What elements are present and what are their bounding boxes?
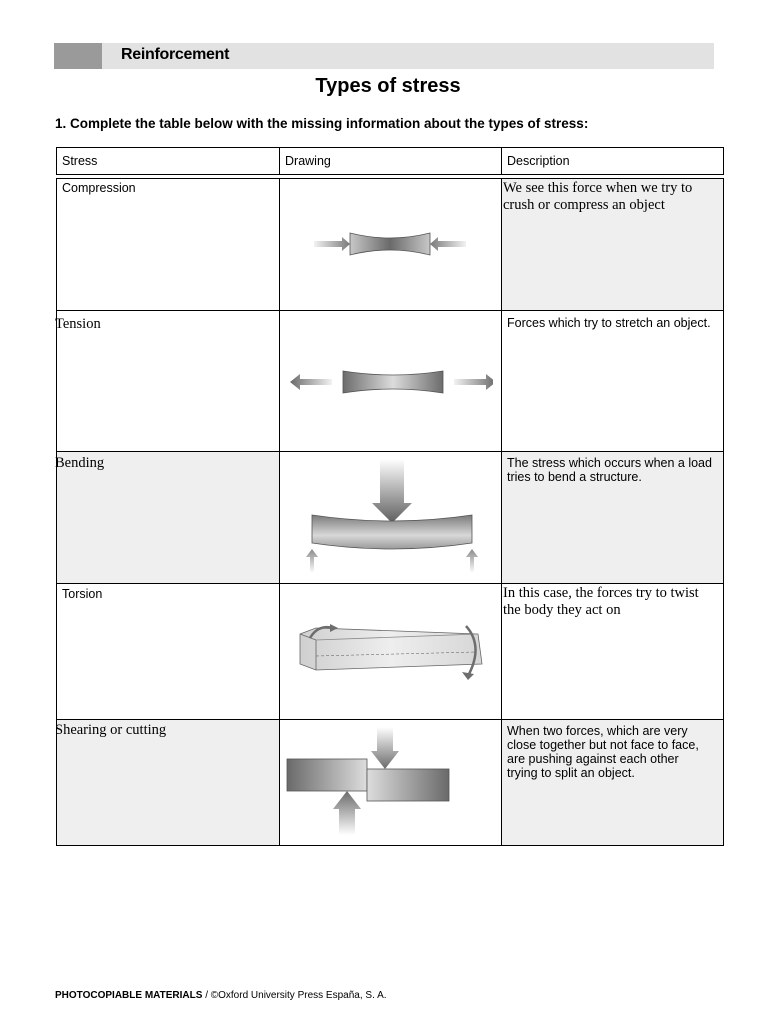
torsion-drawing: [296, 618, 488, 684]
row-tension-drawing: [279, 310, 502, 452]
banner-label: Reinforcement: [121, 46, 230, 63]
header-stress-label: Stress: [62, 154, 98, 168]
row-compression-description: [501, 178, 724, 311]
footer-copyright: / ©Oxford University Press España, S. A.: [202, 990, 387, 1001]
stress-name: Torsion: [62, 587, 103, 601]
tension-drawing: [288, 367, 493, 397]
row-shearing-description: [501, 719, 724, 846]
header-cell-drawing: [279, 147, 502, 175]
stress-name: Bending: [55, 455, 105, 471]
row-compression-drawing: [279, 178, 502, 311]
header-cell-description: [501, 147, 724, 175]
section-banner: [54, 43, 714, 69]
footer: [55, 990, 387, 1001]
header-drawing-label: Drawing: [285, 154, 331, 168]
header-description-label: Description: [507, 154, 570, 168]
description-text: Forces which try to stretch an object.: [507, 316, 711, 330]
row-bending-drawing: [279, 451, 502, 584]
description-text: When two forces, which are very close together but not face to face, are pushing against each other trying to split an object.: [507, 724, 699, 780]
instruction-text: 1. Complete the table below with the missing information about the types of stress:: [55, 116, 589, 131]
page-title: Types of stress: [315, 75, 461, 97]
row-compression-stress: [56, 178, 280, 311]
row-bending-description: [501, 451, 724, 584]
row-shearing-stress: [56, 719, 280, 846]
stress-table: [56, 147, 724, 846]
stress-name: Tension: [55, 316, 101, 332]
shearing-drawing: [285, 723, 453, 841]
row-torsion-drawing: [279, 583, 502, 720]
row-torsion-description: [501, 583, 724, 720]
row-bending-stress: [56, 451, 280, 584]
header-cell-stress: [56, 147, 280, 175]
banner-tab: [54, 43, 102, 69]
row-tension-stress: [56, 310, 280, 452]
stress-name: Compression: [62, 181, 136, 195]
description-text: We see this force when we try to crush or compress an object: [503, 180, 693, 213]
compression-drawing: [310, 223, 470, 265]
description-text: The stress which occurs when a load tries to bend a structure.: [507, 456, 712, 484]
row-shearing-drawing: [279, 719, 502, 846]
footer-bold: PHOTOCOPIABLE MATERIALS: [55, 990, 203, 1001]
bending-drawing: [300, 455, 484, 579]
row-tension-description: [501, 310, 724, 452]
description-text: In this case, the forces try to twist the body they act on: [503, 585, 699, 618]
stress-name: Shearing or cutting: [55, 722, 167, 738]
row-torsion-stress: [56, 583, 280, 720]
